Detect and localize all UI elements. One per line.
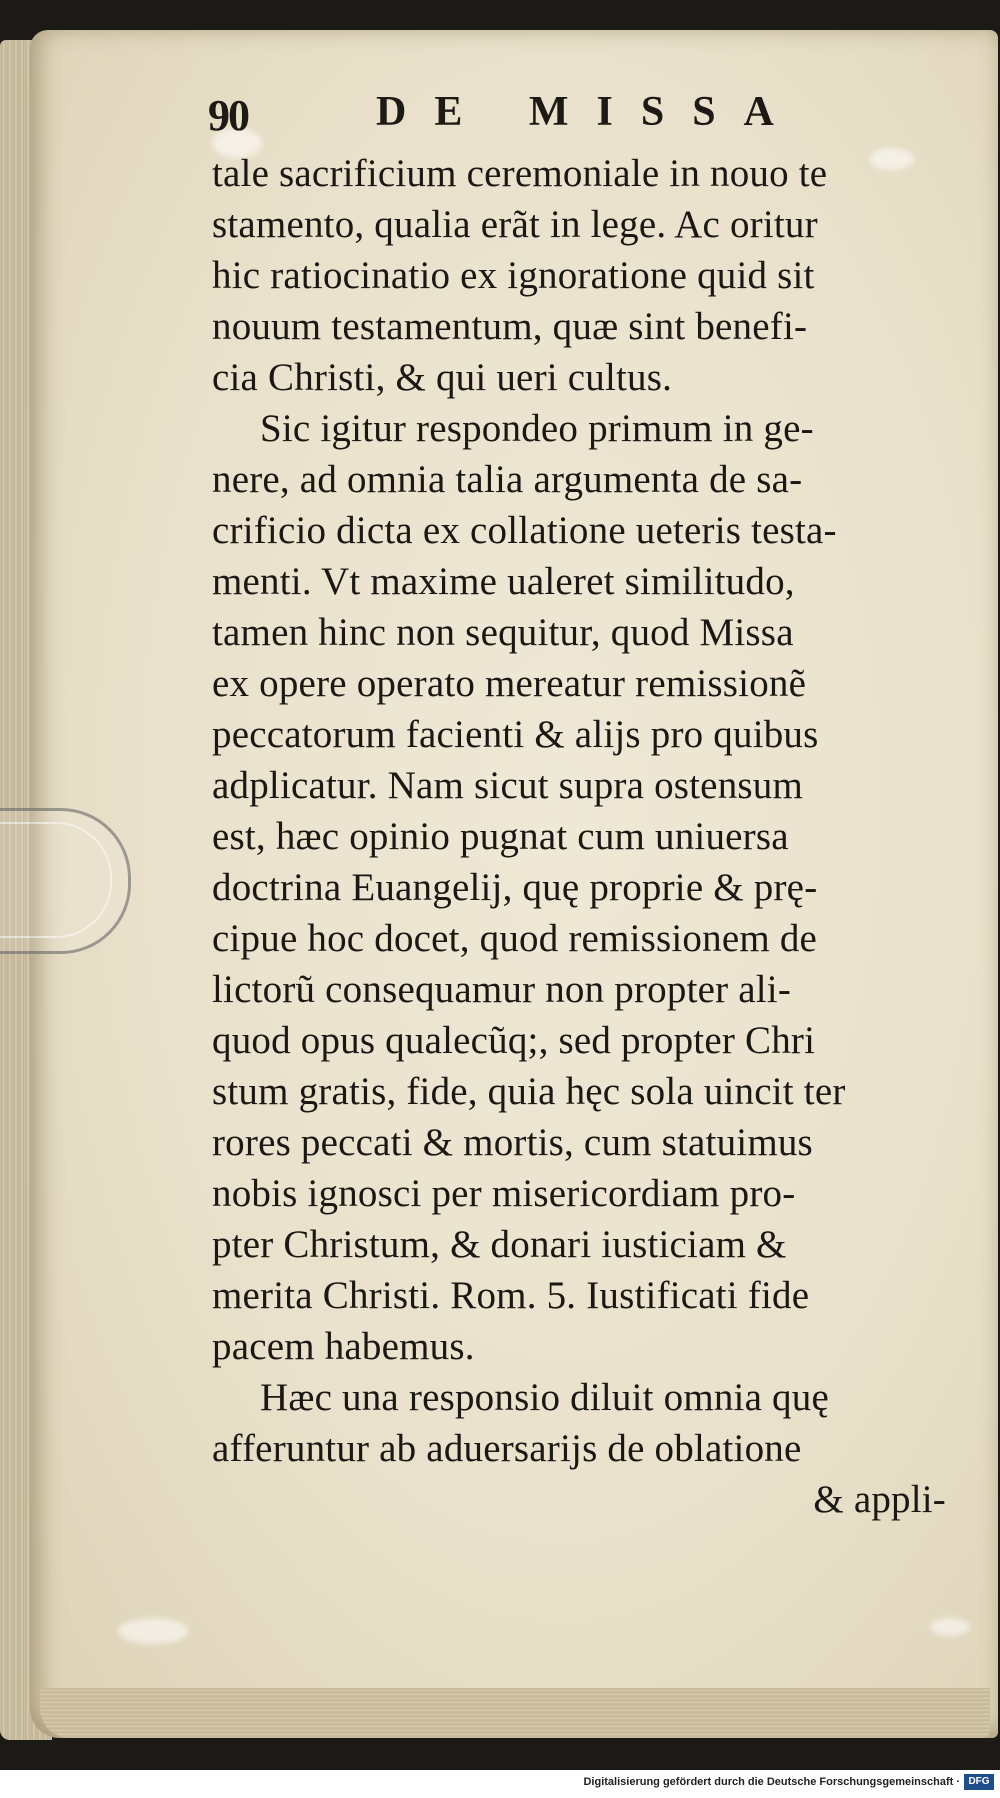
page-header [208, 84, 808, 144]
page-bottom-edges [40, 1688, 990, 1738]
text-line: Hæc una responsio diluit omnia quę [260, 1376, 829, 1419]
text-line: ex opere operato mereatur remissionẽ [212, 662, 807, 705]
text-line: hic ratiocinatio ex ignoratione quid sit [212, 254, 815, 297]
paper-blemish [118, 1618, 188, 1644]
text-line: pacem habemus. [212, 1325, 475, 1368]
text-line: afferuntur ab aduersarijs de oblatione [212, 1427, 802, 1470]
text-line: tamen hinc non sequitur, quod Missa [212, 611, 794, 654]
text-line: crificio dicta ex collatione ueteris testa- [212, 509, 837, 552]
text-line: stum gratis, fide, quia hęc sola uincit ter [212, 1070, 846, 1113]
page-clip-highlight [0, 822, 112, 938]
text-line: doctrina Euangelij, quę proprie & prę- [212, 866, 818, 909]
text-line: nere, ad omnia talia argumenta de sa- [212, 458, 803, 501]
text-line: nobis ignosci per misericordiam pro- [212, 1172, 796, 1215]
text-line: merita Christi. Rom. 5. Iustificati fide [212, 1274, 810, 1317]
page-number: 90 [208, 91, 248, 140]
dfg-logo-icon: DFG [964, 1774, 994, 1790]
funding-credit: Digitalisierung gefördert durch die Deutsche Forschungsgemeinschaft · [583, 1776, 960, 1788]
catchword: & appli- [813, 1478, 946, 1521]
text-line: cia Christi, & qui ueri cultus. [212, 356, 673, 399]
text-line: nouum testamentum, quæ sint benefi- [212, 305, 808, 348]
text-line: rores peccati & mortis, cum statuimus [212, 1121, 813, 1164]
text-line: tale sacrificium ceremoniale in nouo te [212, 152, 828, 195]
text-line: cipue hoc docet, quod remissionem de [212, 917, 818, 960]
running-head: DE MISSA [376, 89, 802, 135]
paper-blemish [930, 1618, 970, 1636]
text-line: adplicatur. Nam sicut supra ostensum [212, 764, 804, 807]
digitization-footer [0, 1770, 1000, 1798]
text-line: lictorũ consequamur non propter ali- [212, 968, 792, 1011]
text-line: est, hæc opinio pugnat cum uniuersa [212, 815, 789, 858]
text-block [212, 148, 952, 1525]
text-line: menti. Vt maxime ualeret similitudo, [212, 560, 795, 603]
text-line: pter Christum, & donari iusticiam & [212, 1223, 787, 1266]
text-line: stamento, qualia erãt in lege. Ac oritur [212, 203, 818, 246]
text-line: quod opus qualecũq;, sed propter Chri [212, 1019, 816, 1062]
text-line: Sic igitur respondeo primum in ge- [260, 407, 814, 450]
text-line: peccatorum facienti & alijs pro quibus [212, 713, 819, 756]
